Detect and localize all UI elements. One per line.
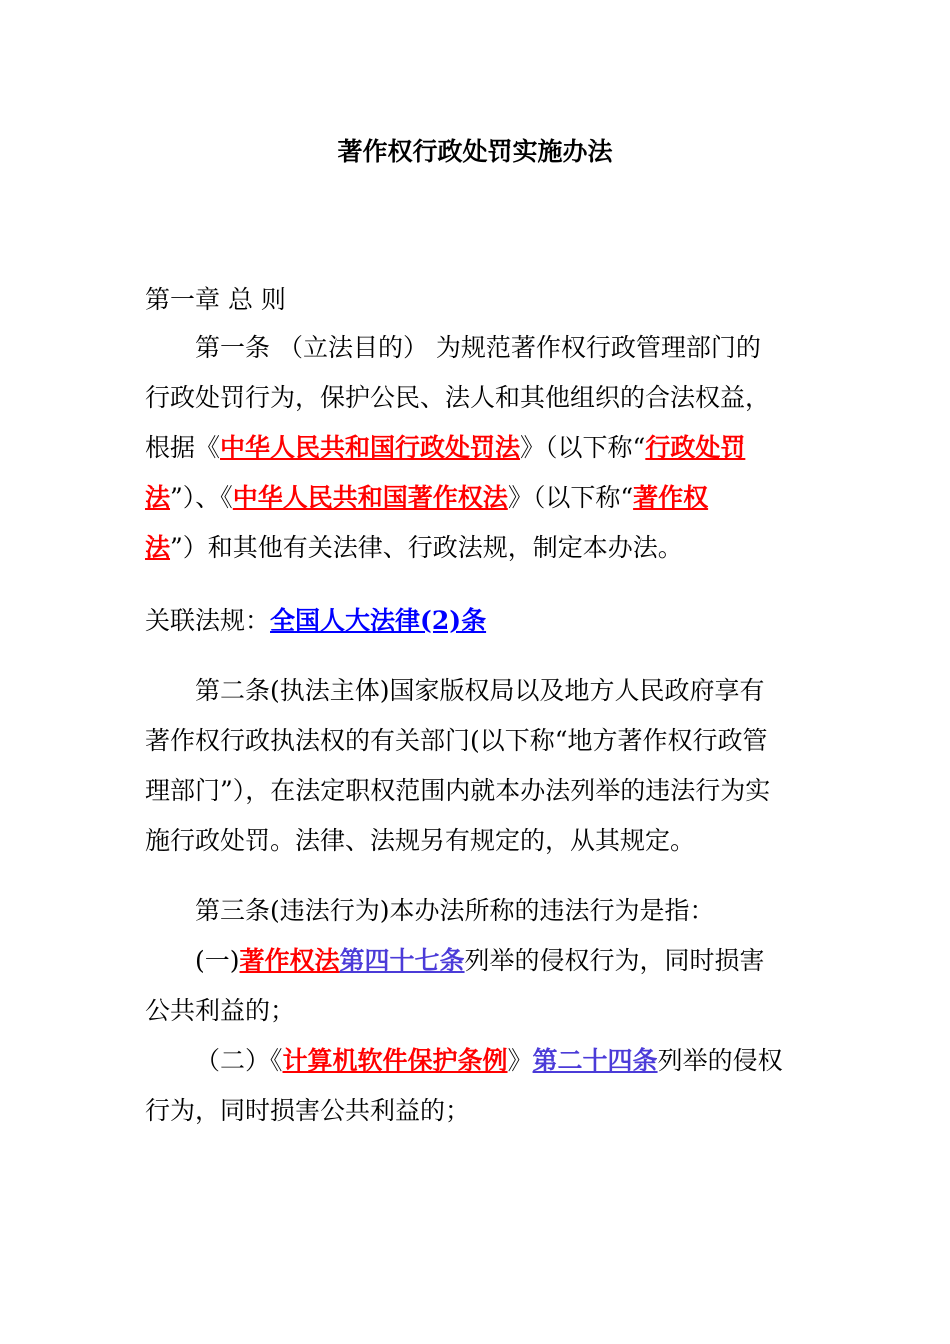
copyright-short-link-cont[interactable]: 法 (145, 533, 171, 562)
article3-line1: 第三条(违法行为)本办法所称的违法行为是指： (195, 896, 715, 925)
copyright-law-link[interactable]: 中华人民共和国著作权法 (232, 483, 508, 512)
article3-item2 (195, 1043, 783, 1079)
article2-line1: 第二条(执法主体)国家版权局以及地方人民政府享有 (195, 676, 765, 705)
chapter-heading: 第一章 总 则 (145, 285, 286, 314)
admin-penalty-law-link[interactable]: 中华人民共和国行政处罚法 (220, 433, 521, 462)
article1-text: 》（以下称“ (507, 483, 634, 512)
item-text: 》 (507, 1046, 533, 1075)
article3-item1-line2: 公共利益的； (145, 996, 296, 1025)
item-text: 列举的侵权 (657, 1046, 783, 1075)
related-laws (145, 603, 486, 639)
article1-line1: 第一条 （立法目的） 为规范著作权行政管理部门的 (195, 333, 761, 362)
item-number: （二）《 (195, 1046, 283, 1075)
related-laws-link[interactable]: 全国人大法律(2)条 (270, 606, 487, 635)
admin-penalty-short-link-cont[interactable]: 法 (145, 483, 171, 512)
article3-item2-line2: 行为，同时损害公共利益的； (145, 1096, 471, 1125)
article3-item1 (195, 943, 765, 979)
article1-line2: 行政处罚行为，保护公民、法人和其他组织的合法权益， (145, 383, 771, 412)
item-number: (一) (195, 946, 240, 975)
article1-line5 (145, 530, 683, 566)
article-47-link[interactable]: 第四十七条 (339, 946, 465, 975)
document-title: 著作权行政处罚实施办法 (337, 137, 613, 166)
article2-line2: 著作权行政执法权的有关部门(以下称“地方著作权行政管 (145, 726, 768, 755)
item-text: 列举的侵权行为，同时损害 (464, 946, 765, 975)
related-laws-label: 关联法规： (145, 606, 271, 635)
article1-text: ”）和其他有关法律、行政法规，制定本办法。 (170, 533, 683, 562)
article2-line3: 理部门”），在法定职权范围内就本办法列举的违法行为实 (145, 776, 771, 805)
software-regulation-link[interactable]: 计算机软件保护条例 (282, 1046, 508, 1075)
article1-line3 (145, 430, 745, 466)
article1-text: 》（以下称“ (520, 433, 646, 462)
article2-line4: 施行政处罚。法律、法规另有规定的，从其规定。 (145, 826, 696, 855)
article1-line4 (145, 480, 708, 516)
copyright-short-link[interactable]: 著作权 (633, 483, 709, 512)
admin-penalty-short-link[interactable]: 行政处罚 (645, 433, 746, 462)
copyright-law-ref-link[interactable]: 著作权法 (239, 946, 340, 975)
article1-text: 根据《 (145, 433, 221, 462)
article-24-link[interactable]: 第二十四条 (532, 1046, 658, 1075)
article1-text: ”）、《 (170, 483, 233, 512)
